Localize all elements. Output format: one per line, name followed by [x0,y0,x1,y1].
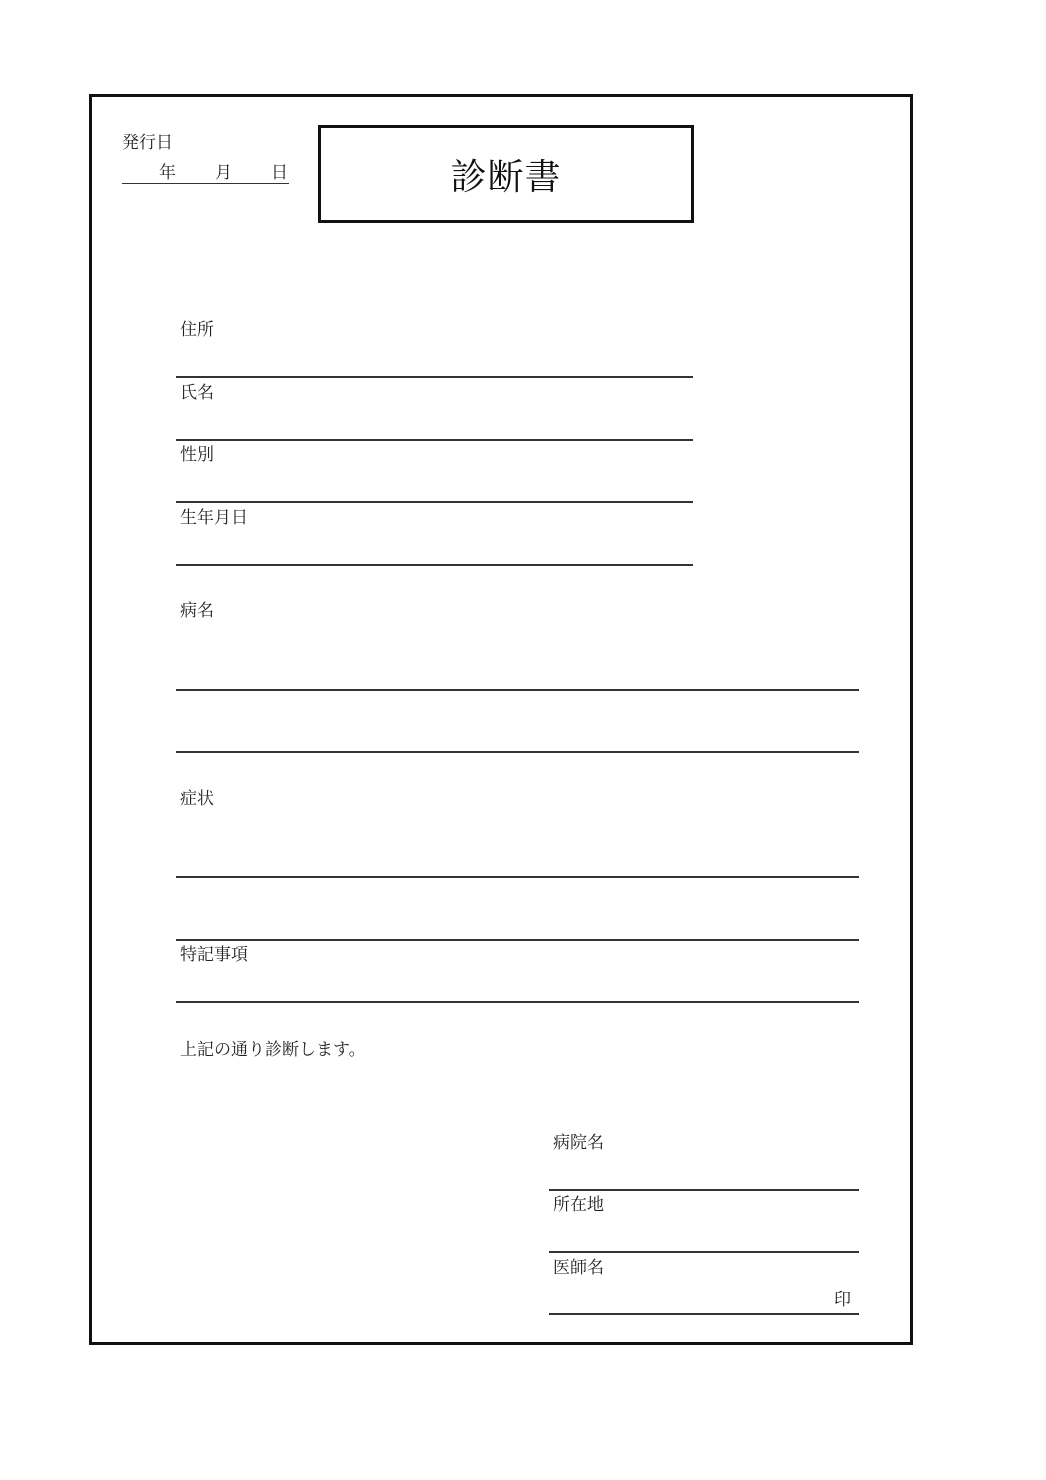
issue-date-underline [122,183,289,184]
diagnosis-statement: 上記の通り診断します。 [180,1040,366,1060]
doctor-name-line [549,1313,859,1315]
symptom-label: 症状 [180,789,214,809]
disease-label: 病名 [180,601,214,621]
address-line [176,376,693,378]
symptom-line-1 [176,876,859,878]
issue-date-day-unit: 日 [271,163,288,183]
address-label: 住所 [180,320,214,340]
hospital-name-label: 病院名 [553,1133,604,1153]
location-line [549,1251,859,1253]
disease-line-1 [176,689,859,691]
sex-label: 性別 [180,445,214,465]
sex-line [176,501,693,503]
disease-line-2 [176,751,859,753]
document-title: 診断書 [450,156,562,198]
birthdate-label: 生年月日 [180,508,248,528]
symptom-line-2 [176,939,859,941]
remarks-line [176,1001,859,1003]
issue-date-month-unit: 月 [215,163,232,183]
seal-mark: 印 [834,1290,851,1310]
title-box [318,125,694,223]
name-line [176,439,693,441]
location-label: 所在地 [553,1195,604,1215]
issue-date-year-unit: 年 [159,163,176,183]
hospital-name-line [549,1189,859,1191]
doctor-name-label: 医師名 [553,1258,604,1278]
name-label: 氏名 [180,383,214,403]
issue-date-label: 発行日 [122,133,173,153]
document-border [89,94,913,1345]
birthdate-line [176,564,693,566]
remarks-label: 特記事項 [180,945,248,965]
